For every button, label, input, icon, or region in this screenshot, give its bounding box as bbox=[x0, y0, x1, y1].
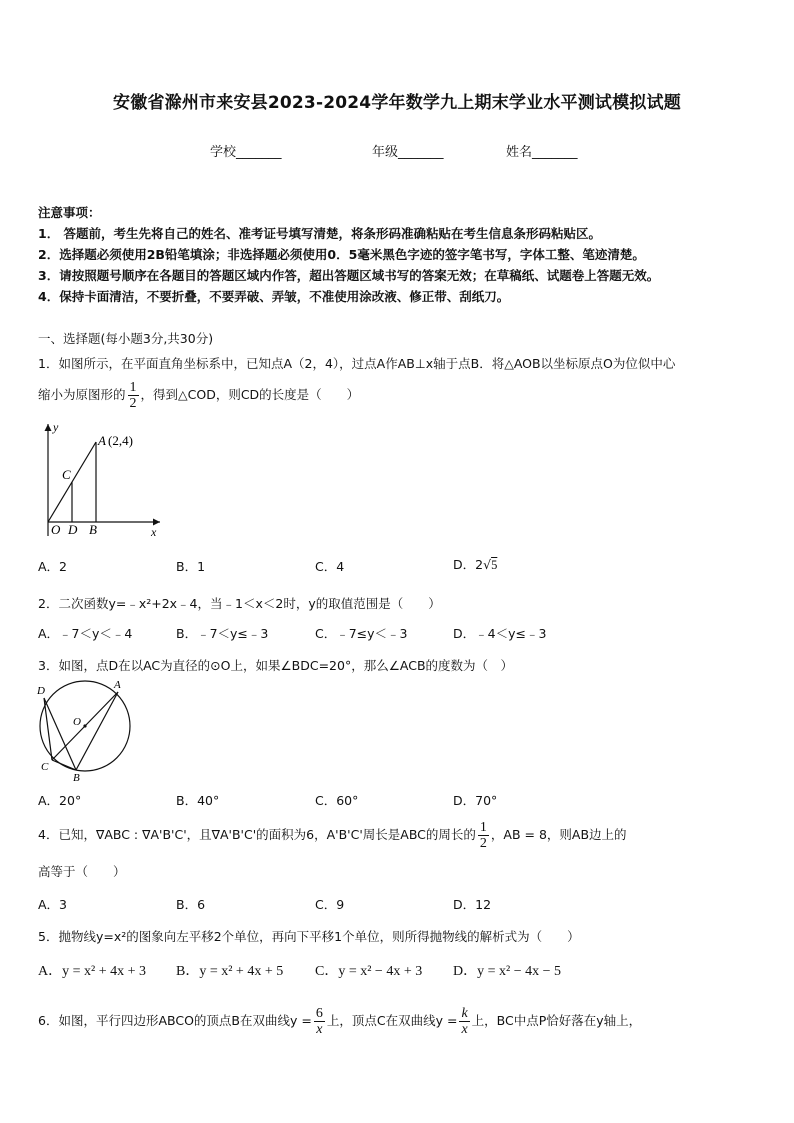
q2-option-b: B．﹣7＜y≤﹣3 bbox=[176, 626, 269, 641]
grade-field: 年级_______ bbox=[372, 145, 444, 160]
notes-heading: 注意事项： bbox=[38, 205, 101, 220]
sqrt-icon: √ bbox=[483, 557, 492, 572]
point-C-label: C bbox=[41, 761, 49, 773]
question-1-line2 bbox=[38, 380, 359, 411]
page-title: 安徽省滁州市来安县2023-2024学年数学九上期末学业水平测试模拟试题 bbox=[113, 93, 681, 113]
q1-option-c: C．4 bbox=[315, 559, 345, 574]
question-4-line2: 高等于（ ） bbox=[38, 864, 126, 879]
q1-option-d-prefix: D．2 bbox=[453, 557, 484, 572]
q3-option-d: D．70° bbox=[453, 793, 498, 808]
q6-text-post: 上，BC中点P恰好落在y轴上， bbox=[471, 1013, 642, 1028]
sqrt-radicand: 5 bbox=[491, 558, 498, 572]
note-item: 2．选择题必须使用2B铅笔填涂；非选择题必须使用0．5毫米黑色字迹的签字笔书写，字体工整、笔迹清楚。 bbox=[38, 247, 645, 262]
q4-option-a: A．3 bbox=[38, 897, 68, 912]
point-A-label: A bbox=[98, 433, 106, 448]
q1-text-pre: 缩小为原图形的 bbox=[38, 387, 126, 402]
q3-option-c: C．60° bbox=[315, 793, 359, 808]
note-item: 4．保持卡面清洁，不要折叠，不要弄破、弄皱，不准使用涂改液、修正带、刮纸刀。 bbox=[38, 289, 510, 304]
question-5: 5．抛物线y=x²的图象向左平移2个单位，再向下平移1个单位，则所得抛物线的解析式为（ ） bbox=[38, 929, 580, 944]
q2-option-a: A．﹣7＜y＜﹣4 bbox=[38, 626, 133, 641]
q5-option-c: C．y = x² − 4x + 3 bbox=[315, 964, 423, 979]
fraction bbox=[128, 380, 139, 411]
fraction bbox=[314, 1006, 325, 1037]
q1-option-d bbox=[453, 555, 497, 573]
fraction-denominator: 2 bbox=[479, 836, 487, 851]
school-field: 学校_______ bbox=[210, 145, 282, 160]
question-3: 3．如图，点D在以AC为直径的⊙O上，如果∠BDC=20°，那么∠ACB的度数为（ ） bbox=[38, 658, 514, 673]
point-D-label: D bbox=[68, 522, 78, 537]
fraction-denominator: 2 bbox=[129, 396, 137, 411]
fraction bbox=[478, 820, 489, 851]
note-item: 3．请按照题号顺序在各题目的答题区域内作答，超出答题区域书写的答案无效；在草稿纸、试题卷上答题无效。 bbox=[38, 268, 660, 283]
q6-text-mid: 上，顶点C在双曲线y = bbox=[326, 1013, 458, 1028]
q2-option-d: D．﹣4＜y≤﹣3 bbox=[453, 626, 547, 641]
q1-coordinate-figure bbox=[34, 418, 164, 540]
question-4-line1 bbox=[38, 820, 627, 851]
y-axis-label: y bbox=[53, 420, 59, 434]
q6-text-pre: 6．如图，平行四边形ABCO的顶点B在双曲线y = bbox=[38, 1013, 312, 1028]
point-C-label: C bbox=[62, 467, 71, 482]
q5-option-b: B．y = x² + 4x + 5 bbox=[176, 964, 284, 979]
fraction-numerator: 1 bbox=[129, 380, 137, 395]
q4-option-d: D．12 bbox=[453, 897, 492, 912]
point-A-label: A bbox=[114, 679, 121, 691]
point-O-label: O bbox=[51, 522, 61, 537]
fraction-numerator: 1 bbox=[479, 820, 487, 835]
fraction-numerator: k bbox=[461, 1006, 468, 1021]
question-6 bbox=[38, 1006, 641, 1037]
q4-text-pre: 4．已知，∇ABC : ∇A'B'C'，且∇A'B'C'的面积为6，A'B'C'周长是ABC的周长的 bbox=[38, 827, 476, 842]
point-A-coord: (2,4) bbox=[108, 433, 133, 448]
q3-option-b: B．40° bbox=[176, 793, 220, 808]
q5-option-d: D．y = x² − 4x − 5 bbox=[453, 964, 561, 979]
q3-circle-figure bbox=[32, 678, 136, 784]
point-B-label: B bbox=[89, 522, 97, 537]
q4-option-b: B．6 bbox=[176, 897, 206, 912]
x-axis-label: x bbox=[151, 525, 157, 539]
fraction-numerator: 6 bbox=[315, 1006, 323, 1021]
name-field: 姓名_______ bbox=[506, 145, 578, 160]
question-2: 2．二次函数y=﹣x²+2x﹣4，当﹣1＜x＜2时，y的取值范围是（ ） bbox=[38, 596, 441, 611]
section-heading: 一、选择题(每小题3分,共30分) bbox=[38, 331, 214, 346]
note-item: 1． 答题前，考生先将自己的姓名、准考证号填写清楚，将条形码准确粘贴在考生信息条形码粘贴区。 bbox=[38, 226, 602, 241]
q2-option-c: C．﹣7≤y＜﹣3 bbox=[315, 626, 408, 641]
question-1-line1: 1．如图所示，在平面直角坐标系中，已知点A（2，4），过点A作AB⊥x轴于点B．将△AOB以坐标原点O为位似中心 bbox=[38, 356, 676, 371]
q1-option-b: B．1 bbox=[176, 559, 206, 574]
point-D-label: D bbox=[37, 685, 45, 697]
fraction-denominator: x bbox=[316, 1022, 323, 1037]
point-B-label: B bbox=[73, 772, 80, 784]
q4-option-c: C．9 bbox=[315, 897, 345, 912]
q5-option-a: A．y = x² + 4x + 3 bbox=[38, 964, 146, 979]
q4-text-post: ，AB = 8，则AB边上的 bbox=[490, 827, 627, 842]
point-O-label: O bbox=[73, 716, 81, 728]
q3-option-a: A．20° bbox=[38, 793, 82, 808]
fraction-denominator: x bbox=[461, 1022, 468, 1037]
q1-option-a: A．2 bbox=[38, 559, 68, 574]
q1-text-post: ，得到△COD，则CD的长度是（ ） bbox=[140, 387, 360, 402]
fraction bbox=[459, 1006, 469, 1037]
